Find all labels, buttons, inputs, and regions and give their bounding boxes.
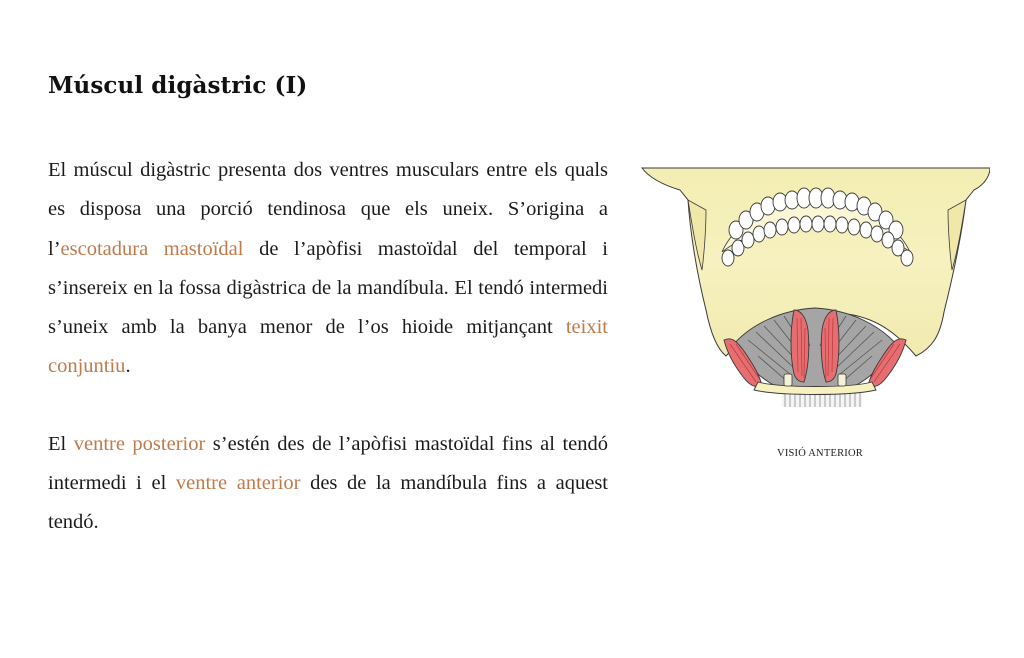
link-ventre-anterior[interactable]: ventre anterior [175, 472, 301, 495]
paragraph-2 [48, 425, 608, 543]
page-title: Múscul digàstric (I) [48, 72, 308, 99]
paragraph-1 [48, 151, 608, 387]
anatomy-illustration [640, 160, 990, 420]
link-escotadura-mastoidal[interactable]: escotadura mastoïdal [60, 237, 244, 260]
anterior-belly-right [821, 310, 839, 382]
paragraph-2-text-b: s’estén des de l’apòfisi mastoïdal fins al tendó intermedi i el [48, 432, 609, 495]
link-teixit-conjuntiu[interactable]: teixit conjuntiu [48, 316, 608, 378]
paragraph-2-text-c: des de la mandíbula fins a aquest tendó. [48, 472, 608, 534]
paragraph-1-text-a: El múscul digàstric presenta dos ventres musculars entre els quals es disposa una porció tendinosa que els uneix. S’origina a l’ [48, 159, 608, 260]
body-text [48, 151, 608, 543]
link-ventre-posterior[interactable]: ventre posterior [73, 432, 206, 455]
anterior-belly-left [791, 310, 809, 382]
paragraph-1-text-b: de l’apòfisi mastoïdal del temporal i s’insereix en la fossa digàstrica de la mandíbula. El tendó intermedi s’uneix amb la banya menor de l’os hioide mitjançant [48, 237, 608, 339]
figure-caption: VISIÓ ANTERIOR [777, 448, 863, 459]
paragraph-2-text-a: El [48, 432, 74, 455]
paragraph-1-text-c: . [125, 355, 131, 378]
mandible-ramus-right [948, 200, 966, 270]
